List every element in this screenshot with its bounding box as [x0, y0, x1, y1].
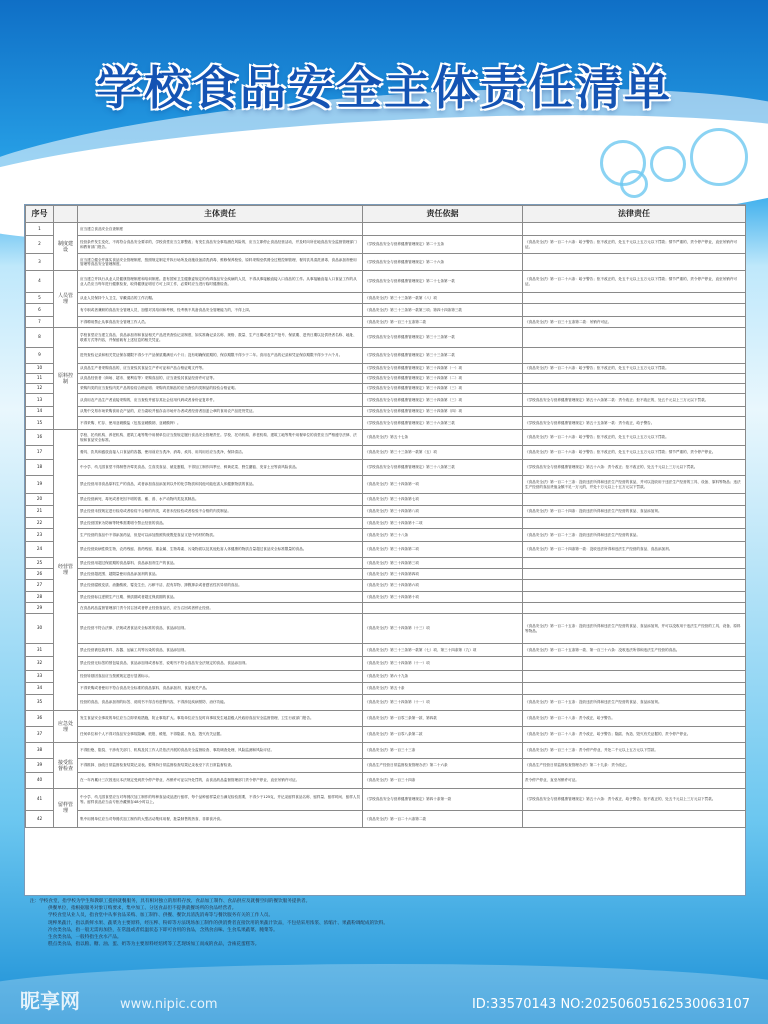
row-category: 人员管理 [54, 271, 78, 328]
row-number: 11 [26, 374, 54, 384]
row-number: 39 [26, 759, 54, 773]
table-row [26, 271, 746, 293]
row-number: 2 [26, 236, 54, 254]
table-row [26, 811, 746, 828]
row-number: 27 [26, 580, 54, 592]
row-duty: 生产经营的食品中不得添加药品，但是可以添加按照传统既是食品又是中药材的物质。 [78, 529, 363, 542]
row-basis: 《食品生产经营日常监督检查管理办法》第二十六条 [363, 759, 523, 773]
row-number: 19 [26, 476, 54, 494]
row-duty: 在一年内累计三次因违反本法规定受到责令停产停业、吊销许可证以外处罚的，由食品药品监督管理部门责令停产停业，直至吊销许可证。 [78, 773, 363, 789]
row-legal: 《学校食品安全与营养健康管理规定》第五十六条：责令改正；拒不改正的，处五千元以上三万元以下罚款。 [523, 460, 746, 476]
row-category: 制度建设 [54, 223, 78, 271]
row-legal [523, 293, 746, 304]
row-duty: 不得采购、贮存、使用亚硝酸盐（包括亚硝酸钠、亚硝酸钾）。 [78, 417, 363, 430]
watermark-brand: 昵享网 [20, 989, 80, 1013]
row-basis: 《食品安全法》第三十四条第三项 [363, 558, 523, 569]
row-legal: 《食品安全法》第一百二十三条：没收违法所得和违法生产经营的食品。 [523, 529, 746, 542]
table-row [26, 364, 746, 374]
row-number: 16 [26, 430, 54, 446]
row-legal: 《食品安全法》第一百二十五条第一款、第一百三十六条：没收违法所得和违法生产经营的食品。 [523, 644, 746, 657]
footnotes [30, 898, 730, 948]
row-basis: 《学校食品安全与营养健康管理规定》第三十三条第一款 [363, 328, 523, 348]
table-row [26, 446, 746, 460]
row-number: 26 [26, 569, 54, 580]
row-duty: 禁止经营未按规定进行检疫或者检疫不合格的肉类，或者未经检验或者检验不合格的肉类制品。 [78, 506, 363, 518]
row-legal [523, 304, 746, 317]
row-duty: 应当建立食品安全自查制度 [78, 223, 363, 236]
table-row [26, 304, 746, 317]
row-legal [523, 657, 746, 671]
row-legal [523, 580, 746, 592]
row-category: 原料控制 [54, 328, 78, 430]
row-legal: 《食品安全法》第一百二十六条：给予警告；拒不改正的，处五千元以上五万元以下罚款。 [523, 430, 746, 446]
table-row [26, 236, 746, 254]
row-duty: 有专职或者兼职的食品安全管理人员，加强对其培训和考核，经考核不具备食品安全管理能力的，不得上岗。 [78, 304, 363, 317]
row-legal [523, 223, 746, 236]
header-basis: 责任依据 [363, 206, 523, 223]
row-duty: 采购肉类的应当查验肉类产品的检疫合格证明；采购肉类制品的应当查验肉类制品的检验合格证明。 [78, 384, 363, 394]
table-row [26, 529, 746, 542]
row-basis: 《学校食品安全与营养健康管理规定》第三十四条第（二）项 [363, 374, 523, 384]
row-basis: 《学校食品安全与营养健康管理规定》第二十七条第一款 [363, 271, 523, 293]
row-duty: 不得拒绝、阻挠、干涉有关部门、机构及其工作人员依法开展的食品安全监督检查、事故调查处理、风险监测和风险评估。 [78, 743, 363, 759]
row-basis: 《食品安全法》第一百三十五条第二款 [363, 317, 523, 328]
row-number: 32 [26, 657, 54, 671]
row-duty: 禁止经营致病性微生物，农药残留、兽药残留、重金属、生物毒素、污染物质以及其他危害人体健康的物质含量超过食品安全标准限量的食品。 [78, 542, 363, 558]
row-basis: 《食品安全法》第三十四条第十二项 [363, 518, 523, 529]
row-legal [523, 407, 746, 417]
row-legal: 《食品安全法》第一百二十六条：给予警告；拒不改正的，处五千元以上五万元以下罚款；情节严重的，责令停产停业。 [523, 446, 746, 460]
row-number: 40 [26, 773, 54, 789]
row-number: 18 [26, 460, 54, 476]
row-number: 10 [26, 364, 54, 374]
table-row [26, 317, 746, 328]
row-legal [523, 328, 746, 348]
row-duty: 经营转基因食品应当按照规定进行显著标示。 [78, 671, 363, 683]
row-basis: 《食品安全法》第三十三条第一款第三项；第四十四条第三款 [363, 304, 523, 317]
row-duty: 禁止经营超范围、超限量使用食品添加剂的食品。 [78, 569, 363, 580]
note-line: 学校食堂从业人员，指食堂中从事食品采购、加工制作、供餐、餐饮具清洗消毒等与餐饮服务有关的工作人员。 [48, 913, 274, 919]
row-legal: 《学校食品安全与营养健康管理规定》第五十五条第一款：责令改正，给予警告。 [523, 417, 746, 430]
row-duty: 禁止经营腐败变质、油脂酸败、霉变生虫、污秽不洁、混有异物、掺假掺杂或者感官性状异常的食品。 [78, 580, 363, 592]
row-basis: 《学校食品安全与营养健康管理规定》第三十四条第（四）项 [363, 407, 523, 417]
header-legal: 法律责任 [523, 206, 746, 223]
row-legal: 《食品安全法》第一百二十六条：给予警告；拒不改正的，处五千元以上五万元以下罚款；情节严重的，责令停产停业，直至吊销许可证。 [523, 236, 746, 254]
background-wave-bottom [0, 964, 768, 1024]
row-number: 22 [26, 518, 54, 529]
responsibility-table [25, 205, 746, 828]
row-number: 30 [26, 614, 54, 644]
row-basis: 《食品安全法》第三十三条第一款第（七）项、第三十四条第（九）项 [363, 644, 523, 657]
row-number: 24 [26, 542, 54, 558]
table-row [26, 394, 746, 407]
row-duty: 不得采购或者使用不符合食品安全标准的食品原料、食品添加剂、食品相关产品。 [78, 683, 363, 695]
row-number: 17 [26, 446, 54, 460]
row-legal [523, 374, 746, 384]
page-title: 学校食品安全主体责任清单 [96, 61, 672, 115]
row-legal [523, 671, 746, 683]
row-duty: 禁止经营标注虚假生产日期、保质期或者超过保质期的食品。 [78, 592, 363, 603]
responsibility-table-panel [24, 204, 746, 896]
row-number: 31 [26, 644, 54, 657]
row-legal: 《食品安全法》第一百二十八条：责令改正，给予警告。 [523, 711, 746, 727]
row-basis: 《学校食品安全与营养健康管理规定》第二十六条 [363, 254, 523, 271]
row-category: 经营管理 [54, 430, 78, 711]
row-basis: 《食品安全法》第三十四条第（十一）项 [363, 657, 523, 671]
row-duty: 学校食堂应当建立食品、食品添加剂和食品相关产品进货查验记录制度，如实准确记录名称、规格、数量、生产日期或者生产批号、保质期、进货日期以及供货者名称、地址、联系方式等内容，并保留载有上述信息的相关凭证。 [78, 328, 363, 348]
row-legal [523, 518, 746, 529]
row-duty: 中小学、幼儿园食堂不得制售冷荤类食品、生食类食品、裱花蛋糕，不得加工制作四季豆、鲜黄花菜、野生蘑菇、发芽土豆等高风险食品。 [78, 460, 363, 476]
row-number: 7 [26, 317, 54, 328]
row-legal: 《食品生产经营日常监督检查管理办法》第二十九条：责令改正。 [523, 759, 746, 773]
row-duty: 经营的食品、食品添加剂的标签、说明书不得含有虚假内容，不得涉及疾病预防、治疗功能。 [78, 695, 363, 711]
table-row [26, 727, 746, 743]
row-legal: 《食品安全法》第一百三十三条：责令停产停业，并处二千元以上五万元以下罚款。 [523, 743, 746, 759]
row-duty: 经营条件发生变化，不再符合食品安全要求的，学校食堂应当立即整改；有发生食品安全事故潜在风险的，应当立即停止食品经营活动，并及时向所在地食品安全监督管理部门和教育部门报告。 [78, 236, 363, 254]
table-row [26, 542, 746, 558]
header-no: 序号 [26, 206, 54, 223]
row-basis: 《学校食品安全与营养健康管理规定》第三十四条第（一）项 [363, 364, 523, 374]
row-number: 38 [26, 743, 54, 759]
row-basis: 《食品安全法》第六十九条 [363, 671, 523, 683]
row-basis: 《食品安全法》第一百零八条第二款 [363, 727, 523, 743]
row-legal: 《食品安全法》第一百三十五条第二款：吊销许可证。 [523, 317, 746, 328]
header-category [54, 206, 78, 223]
note-line: 供餐单位，指根据服务对象订购要求，集中加工、分送食品但不提供就餐场所的食品经营者。 [48, 906, 237, 912]
row-legal: 责令停产停业，直至吊销许可证。 [523, 773, 746, 789]
row-number: 21 [26, 506, 54, 518]
row-basis: 《食品安全法》第三十四条第一项 [363, 476, 523, 494]
row-basis: 《学校食品安全与营养健康管理规定》第三十八条第三款 [363, 460, 523, 476]
row-duty: 从食品生产者采购食品的，应当查验其食品生产许可证和产品合格证明文件等。 [78, 364, 363, 374]
row-number: 28 [26, 592, 54, 603]
row-number: 14 [26, 407, 54, 417]
row-duty: 从食用农产品生产者直接采购的，应当查验并留存其社会信用代码或者身份证复印件。 [78, 394, 363, 407]
row-basis: 《食品安全法》第三十四条第八项 [363, 506, 523, 518]
row-basis: 《学校食品安全与营养健康管理规定》第四十条第一款 [363, 789, 523, 811]
row-basis: 《食品安全法》第三十四条第二项 [363, 542, 523, 558]
row-category: 接受监督检查 [54, 743, 78, 789]
row-duty: 餐具、饮具和盛放直接入口食品的容器，使用前应当洗净、消毒，炊具、用具用后应当洗净，保持清洁。 [78, 446, 363, 460]
table-row [26, 773, 746, 789]
table-row [26, 683, 746, 695]
table-header-row [26, 206, 746, 223]
row-number: 12 [26, 384, 54, 394]
row-number: 8 [26, 328, 54, 348]
row-legal [523, 348, 746, 364]
table-row [26, 644, 746, 657]
row-basis: 《食品安全法》第一百零三条第一款、第四款 [363, 711, 523, 727]
table-row [26, 417, 746, 430]
note-line: 现榨果蔬汁，指以新鲜水果、蔬菜为主要原料，经压榨、粉碎等方法现场加工制作的供消费者直接饮用的果蔬汁饮品，不包括采用浓浆、浓缩汁、果蔬粉调配成的饮料。 [48, 920, 388, 926]
row-basis: 《学校食品安全与营养健康管理规定》第三十四条第（三）项 [363, 394, 523, 407]
table-row [26, 671, 746, 683]
row-legal [523, 592, 746, 603]
header-duty: 主体责任 [78, 206, 363, 223]
table-row [26, 460, 746, 476]
row-duty: 从业人员保持个人卫生，穿戴清洁的工作衣帽。 [78, 293, 363, 304]
row-number: 29 [26, 603, 54, 614]
row-number: 36 [26, 711, 54, 727]
note-line: 生食类食品，一般特指生食水产品。 [48, 935, 122, 941]
row-number: 4 [26, 271, 54, 293]
row-number: 33 [26, 671, 54, 683]
row-basis: 《学校食品安全与营养健康管理规定》第三十六条第三款 [363, 417, 523, 430]
table-row [26, 569, 746, 580]
row-legal: 《食品安全法》第一百二十三条：没收违法所得和违法生产经营的食品，并可以没收用于违法生产经营的工具、设备、原料等物品；违法生产经营的食品货值金额不足一万元的，并处十万元以上十五万元以下罚款。 [523, 476, 746, 494]
watermark-site: www.nipic.com [120, 997, 218, 1012]
row-basis: 《食品安全法》第三十三条第一款第（五）项 [363, 446, 523, 460]
row-basis: 《学校食品安全与营养健康管理规定》第二十五条 [363, 236, 523, 254]
table-body [26, 223, 746, 828]
row-legal [523, 811, 746, 828]
table-row [26, 592, 746, 603]
note-line: 冷食类食品，指一般无需再加热，在常温或者低温状态下即可食用的食品，含熟食卤味、生食瓜果蔬菜、腌菜等。 [48, 927, 278, 933]
table-row [26, 293, 746, 304]
row-duty: 集中用餐单位应当对每餐次加工制作的大型活动集体用餐，批量制售的热食、非即食冷食。 [78, 811, 363, 828]
table-row [26, 558, 746, 569]
row-duty: 禁止经营无标签的预包装食品、食品添加剂或者标签、说明书不符合食品安全法规定的食品、食品添加剂。 [78, 657, 363, 671]
table-row [26, 430, 746, 446]
row-legal [523, 683, 746, 695]
table-row [26, 348, 746, 364]
row-number: 35 [26, 695, 54, 711]
row-duty: 禁止经营不符合法律、法规或者食品安全标准的食品、食品添加剂。 [78, 614, 363, 644]
row-basis: 《食品安全法》第三十四条第（十一）项 [363, 695, 523, 711]
row-number: 37 [26, 727, 54, 743]
row-legal: 《食品安全法》第一百二十五条：没收违法所得和违法生产经营的食品、食品添加剂，并可以没收用于违法生产经营的工具、设备、原料等物品。 [523, 614, 746, 644]
row-duty: 应当建立健全并落实食品安全管理制度，按照规定制定并执行场所及设施设备清洗消毒、维修保养校验、原料采购至供餐全过程控制管理、餐具饮具清洗消毒、食品添加剂使用管理等食品安全管理制度。 [78, 254, 363, 271]
row-basis: 《食品安全法》第三十三条第一款第（八）项 [363, 293, 523, 304]
row-duty: 在食品药品监督管理部门责令其召回或者停止经营食品后，应当召回或者停止经营。 [78, 603, 363, 614]
table-row [26, 743, 746, 759]
table-row [26, 711, 746, 727]
row-basis: 《食品安全法》第三十四条第六项 [363, 580, 523, 592]
row-legal: 《食品安全法》第一百二十六条：给予警告；拒不改正的，处五千元以上五万元以下罚款；情节严重的，责令停产停业，直至吊销许可证。 [523, 271, 746, 293]
row-basis: 《食品安全法》第五十条 [363, 683, 523, 695]
row-number: 3 [26, 254, 54, 271]
row-basis: 《学校食品安全与营养健康管理规定》第三十四条第（三）项 [363, 384, 523, 394]
table-row [26, 407, 746, 417]
row-number: 15 [26, 417, 54, 430]
row-basis: 《食品安全法》第三十八条 [363, 529, 523, 542]
row-duty: 禁止经营国家为防病等特殊需要明令禁止经营的食品。 [78, 518, 363, 529]
row-basis: 《食品安全法》第五十七条 [363, 430, 523, 446]
row-duty: 从集中交易市场采购食用农产品的，应当索取并留存由市场开办者或者经营者加盖公章的食用农产品进货凭证。 [78, 407, 363, 417]
row-basis [363, 223, 523, 236]
row-basis: 《食品安全法》第三十四条第四项 [363, 569, 523, 580]
row-legal: 《学校食品安全与营养健康管理规定》第五十六条：责令改正，给予警告；拒不改正的，处五千元以上三万元以下罚款。 [523, 789, 746, 811]
row-duty: 应当建立并执行从业人员健康管理制度和培训制度。患有国家卫生健康委规定的有碍食品安全疾病的人员，不得从事接触直接入口食品的工作。从事接触直接入口食品工作的从业人员应当每年进行健康检查，取得健康证明后方可上岗工作，必要时应当进行临时健康检查。 [78, 271, 363, 293]
row-duty: 任何单位和个人不得对食品安全事故隐瞒、谎报、缓报，不得隐匿、伪造、毁灭有关证据。 [78, 727, 363, 743]
table-row [26, 254, 746, 271]
row-number: 25 [26, 558, 54, 569]
table-row [26, 518, 746, 529]
row-number: 13 [26, 394, 54, 407]
row-basis: 《学校食品安全与营养健康管理规定》第三十三条第二款 [363, 348, 523, 364]
row-number: 6 [26, 304, 54, 317]
table-row [26, 374, 746, 384]
row-duty: 中小学、幼儿园食堂应当对每餐次加工制作的每种食品成品进行留样，每个品种留样量应当满足检验需要，不得少于125克，并记录留样食品名称、留样量、留样时间、留样人员等。留样食品应当由专柜冷藏保存48小时以上。 [78, 789, 363, 811]
row-duty: 发生食品安全事故的单位应当立即采取措施，防止事故扩大。事故单位应当及时向事故发生地县级人民政府食品安全监督管理、卫生行政部门报告。 [78, 711, 363, 727]
row-duty: 禁止经营用非食品原料生产的食品，或者添加食品添加剂以外的化学物质和其他可能危害人体健康物质的食品。 [78, 476, 363, 494]
row-legal: 《食品安全法》第一百二十八条：责令改正，给予警告；隐匿、伪造、毁灭有关证据的，责令停产停业。 [523, 727, 746, 743]
row-duty: 禁止经营病死、毒死或者死因不明的禽、畜、兽、水产动物肉类及其制品。 [78, 494, 363, 506]
row-legal: 《学校食品安全与营养健康管理规定》第五十六条第二款：责令改正；拒不改正的，处五千元以上三万元以下罚款。 [523, 394, 746, 407]
table-row [26, 614, 746, 644]
row-number: 9 [26, 348, 54, 364]
row-legal [523, 494, 746, 506]
row-legal: 《食品安全法》第一百二十六条：给予警告；拒不改正的，处五千元以上五万元以下罚款。 [523, 364, 746, 374]
table-row [26, 695, 746, 711]
table-row [26, 603, 746, 614]
row-legal [523, 603, 746, 614]
note-line: 注：学校食堂，指学校为学生和教职工提供就餐服务，具有相对独立的原料存放、食品加工制作、食品供应及就餐空间的餐饮服务提供者。 [30, 899, 311, 904]
row-duty: 学校、托幼机构、养老机构、建筑工地等集中用餐单位应当按规定履行食品安全管理责任。学校、托幼机构、养老机构、建筑工地等集中用餐单位的食堂应当严格遵守法律、法规和食品安全标准。 [78, 430, 363, 446]
table-row [26, 494, 746, 506]
row-basis: 《食品安全法》第三十四条第十项 [363, 592, 523, 603]
row-duty: 不得聘用禁止从事食品安全管理工作人员。 [78, 317, 363, 328]
row-basis: 《食品安全法》第一百三十三条 [363, 743, 523, 759]
row-legal: 《食品安全法》第一百二十五条：没收违法所得和违法生产经营的食品、食品添加剂。 [523, 695, 746, 711]
watermark-id: ID:33570143 NO:20250605162530063107 [471, 997, 750, 1012]
table-row [26, 506, 746, 518]
row-number: 41 [26, 789, 54, 811]
row-legal [523, 254, 746, 271]
row-duty: 禁止经营被包装材料、容器、运输工具等污染的食品、食品添加剂。 [78, 644, 363, 657]
row-duty: 不得推卸、涂改日常监督检查结果记录表。要保持日常监督检查结果记录表至下次日常监督检查。 [78, 759, 363, 773]
row-number: 5 [26, 293, 54, 304]
row-legal [523, 558, 746, 569]
row-legal: 《食品安全法》第一百二十四条第一款：没收违法所得和违法生产经营的食品、食品添加剂。 [523, 542, 746, 558]
table-row [26, 384, 746, 394]
row-basis [363, 603, 523, 614]
row-basis: 《食品安全法》第一百二十六条第二款 [363, 811, 523, 828]
row-legal [523, 384, 746, 394]
row-number: 42 [26, 811, 54, 828]
row-basis: 《食品安全法》第三十四条第七项 [363, 494, 523, 506]
row-duty: 从食品经营者（商场、超市、便利店等）采购食品的，应当查验其食品经营许可证等。 [78, 374, 363, 384]
table-row [26, 476, 746, 494]
row-number: 34 [26, 683, 54, 695]
row-category: 应急处理 [54, 711, 78, 743]
row-category: 留样管理 [54, 789, 78, 828]
table-row [26, 223, 746, 236]
table-row [26, 759, 746, 773]
table-row [26, 328, 746, 348]
table-row [26, 657, 746, 671]
row-duty: 禁止经营用超过保质期的食品原料、食品添加剂生产的食品。 [78, 558, 363, 569]
row-legal [523, 569, 746, 580]
note-line: 糕点类食品，指以粮、糖、油、蛋、奶等为主要原料经焙烤等工艺现场加工而成的食品，含裱花蛋糕等。 [48, 942, 260, 948]
row-number: 20 [26, 494, 54, 506]
row-basis: 《食品安全法》第三十四条第（十三）项 [363, 614, 523, 644]
row-basis: 《食品安全法》第一百三十四条 [363, 773, 523, 789]
table-row [26, 580, 746, 592]
row-number: 23 [26, 529, 54, 542]
row-number: 1 [26, 223, 54, 236]
table-row [26, 789, 746, 811]
row-legal: 《食品安全法》第一百二十四条：没收违法所得和违法生产经营的食品、食品添加剂。 [523, 506, 746, 518]
row-duty: 进货查验记录和相关凭证保存期限不得少于产品保质期满后六个月；没有明确保质期的，保存期限不得少于二年。食用农产品的记录和凭证保存期限不得少于六个月。 [78, 348, 363, 364]
